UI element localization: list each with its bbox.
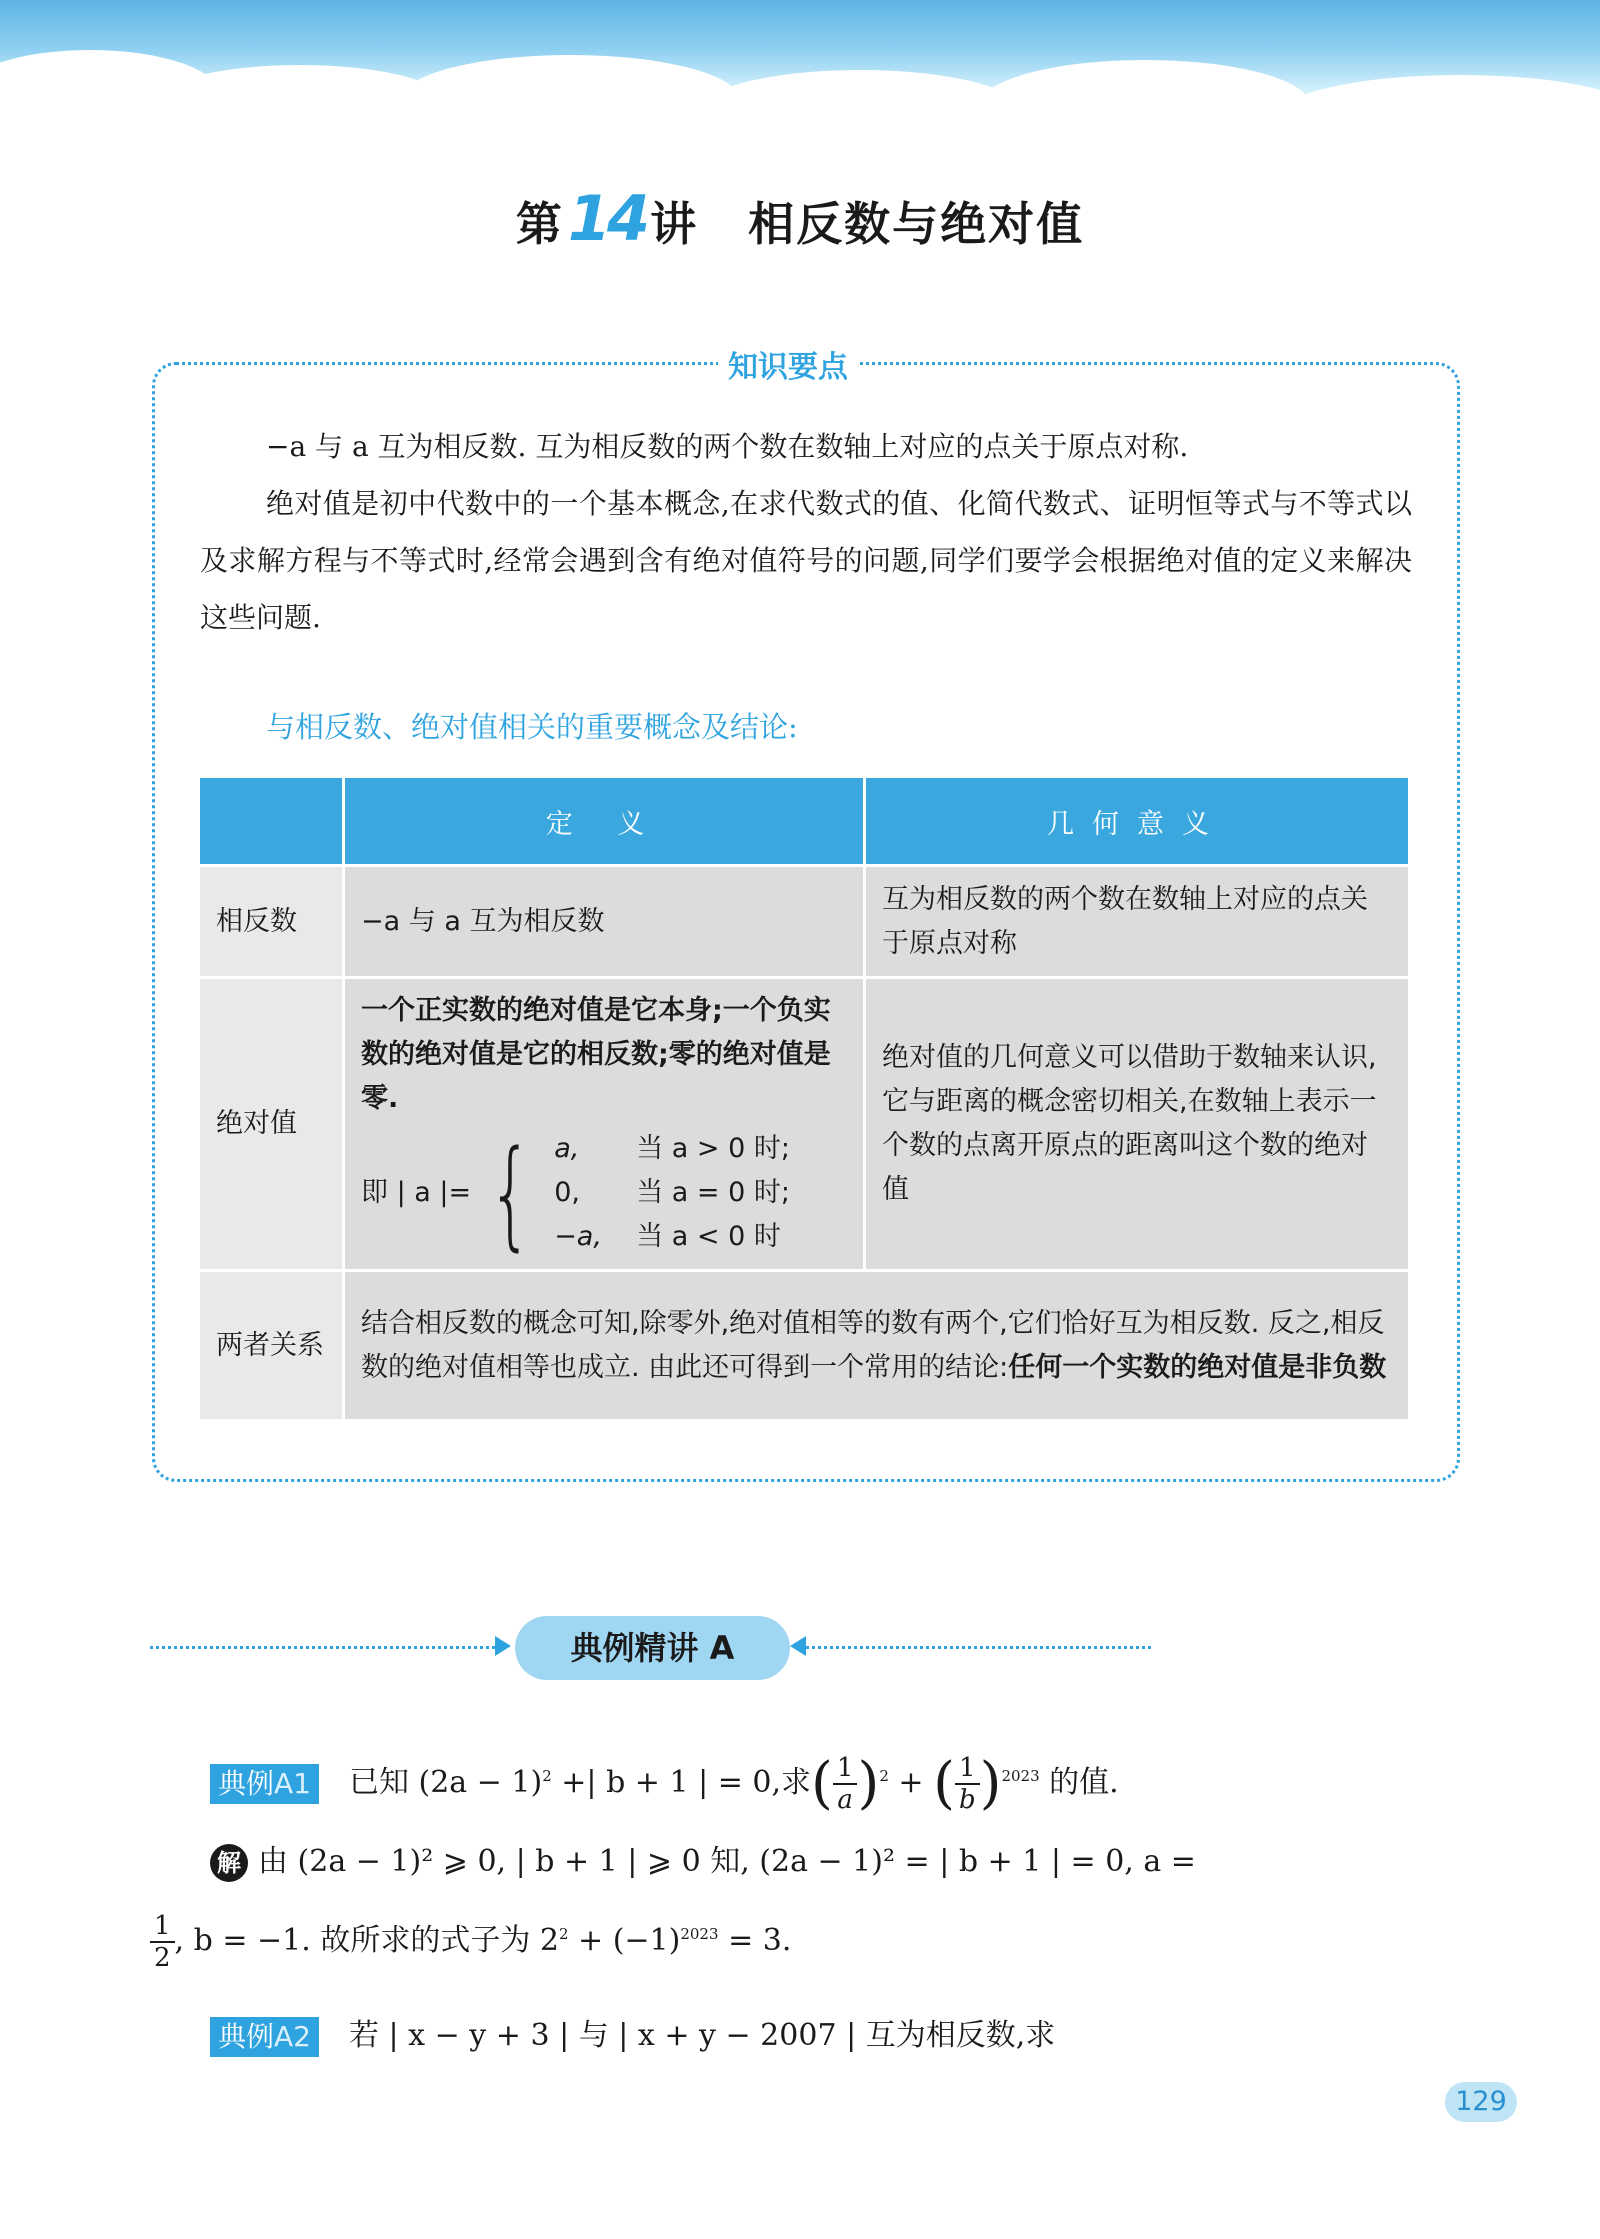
case-line: −a, 当 a < 0 时 [554, 1221, 781, 1252]
title-suffix: 讲 [650, 197, 699, 251]
arrow-right-icon [495, 1636, 511, 1656]
page-number: 129 [1445, 2082, 1517, 2122]
title-prefix: 第 [515, 197, 564, 251]
cloud-decoration [700, 70, 1020, 150]
case-line: a, 当 a > 0 时; [554, 1133, 790, 1164]
lecture-number: 14 [567, 182, 647, 255]
solution-text-1: 由 (2a − 1)² ⩾ 0, | b + 1 | ⩾ 0 知, (2a − 1)² = | b + 1 | = 0, a = [258, 1844, 1196, 1879]
relation-text: 结合相反数的概念可知,除零外,绝对值相等的数有两个,它们恰好互为相反数. 反之,相反数的绝对值相等也成立. 由此还可得到一个常用的结论: [361, 1307, 1385, 1383]
concepts-table [197, 775, 1411, 1422]
fraction-one-half: $\frac{1}{2}$ [150, 1911, 175, 1973]
a1-text-start: 已知 (2a − 1) [348, 1765, 543, 1800]
page-title [0, 182, 1600, 255]
brace-symbol: { [488, 1124, 534, 1262]
knowledge-label: 知识要点 [718, 342, 858, 386]
row-head-relation: 两者关系 [199, 1271, 344, 1421]
concepts-subheading: 与相反数、绝对值相关的重要概念及结论: [266, 710, 798, 744]
absolute-formula [361, 1124, 847, 1262]
divider-left [150, 1646, 495, 1649]
example-a2 [210, 2012, 1055, 2060]
solution-mark: 解 [210, 1844, 248, 1882]
formula-cases [554, 1127, 790, 1259]
a1-text-end: 的值. [1039, 1765, 1119, 1800]
example-tag: 典例A2 [210, 2017, 319, 2057]
examples-label: 典例精讲 A [515, 1616, 790, 1680]
absolute-definition-cell [344, 978, 865, 1271]
a1-solution-line-1 [210, 1838, 1196, 1886]
table-row [199, 1271, 1410, 1421]
example-a1: 典例A1 已知 $(2a - 1)^2$ +| b + 1 | = 0,求( $\frac{1}{a}$ )$^2$ + ( $\frac{1}{b}$ )$^{2023}$ 的值. [210, 1752, 1119, 1815]
cloud-decoration [980, 60, 1310, 150]
arrow-left-icon [790, 1636, 806, 1656]
table-header-geometry: 几何意义 [865, 777, 1410, 866]
fraction-1-over-a: $\frac{1}{a}$ [833, 1753, 858, 1815]
row-head-absolute: 绝对值 [199, 978, 344, 1271]
relation-conclusion: 任何一个实数的绝对值是非负数 [1008, 1351, 1387, 1383]
table-row [199, 866, 1410, 978]
relation-cell [344, 1271, 1410, 1421]
a2-text: 若 | x − y + 3 | 与 | x + y − 2007 | 互为相反数,求 [348, 2018, 1056, 2053]
knowledge-paragraph-1: −a 与 a 互为相反数. 互为相反数的两个数在数轴上对应的点关于原点对称. [266, 430, 1189, 463]
table-header-row [199, 777, 1410, 866]
divider-right [806, 1646, 1151, 1649]
a1-text-mid: +| b + 1 | = 0,求 [551, 1765, 812, 1800]
table-header-definition: 定 义 [344, 777, 865, 866]
absolute-definition: 一个正实数的绝对值是它本身;一个负实数的绝对值是它的相反数;零的绝对值是零. [361, 995, 831, 1114]
example-tag: 典例A1 [210, 1764, 319, 1804]
knowledge-paragraph-2: 绝对值是初中代数中的一个基本概念,在求代数式的值、化简代数式、证明恒等式与不等式以及求解方程与不等式时,经常会遇到含有绝对值符号的问题,同学们要学会根据绝对值的定义来解决这些问题. [200, 487, 1412, 634]
lecture-title: 相反数与绝对值 [748, 197, 1085, 251]
opposite-definition: −a 与 a 互为相反数 [344, 866, 865, 978]
cloud-decoration [1280, 75, 1600, 155]
cloud-decoration [400, 55, 740, 145]
absolute-geometry: 绝对值的几何意义可以借助于数轴来认识,它与距离的概念密切相关,在数轴上表示一个数的点离开原点的距离叫这个数的绝对值 [865, 978, 1410, 1271]
opposite-geometry: 互为相反数的两个数在数轴上对应的点关于原点对称 [865, 866, 1410, 978]
formula-prefix: 即 | a |= [361, 1177, 472, 1208]
row-head-opposite: 相反数 [199, 866, 344, 978]
fraction-1-over-b: $\frac{1}{b}$ [955, 1753, 980, 1815]
a1-solution-line-2: $\frac{1}{2}$ , b = −1. 故所求的式子为 $2^2 + (-1)^{2023} = 3$. [150, 1910, 791, 1973]
case-line: 0, 当 a = 0 时; [554, 1177, 790, 1208]
table-row [199, 978, 1410, 1271]
table-header-empty [199, 777, 344, 866]
